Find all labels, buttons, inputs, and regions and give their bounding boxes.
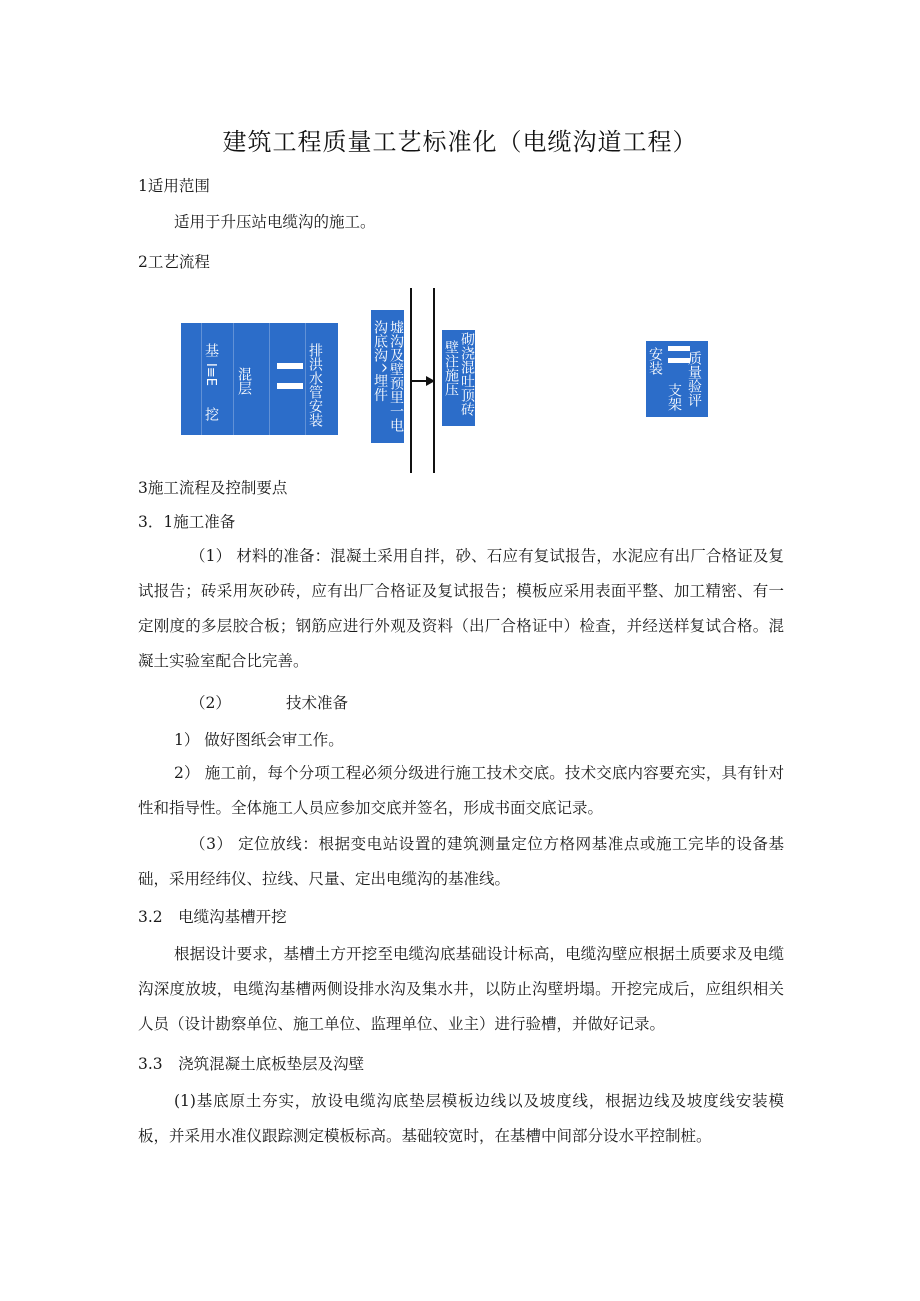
flow-box-3-col1: 壁注施压: [443, 340, 459, 396]
flow-box-1-col3: 挖: [203, 407, 219, 421]
positioning-paragraph: （3） 定位放线：根据变电站设置的建筑测量定位方格网基准点或施工完毕的设备基础，采用经纬仪、拉线、尺量、定出电缆沟的基准线。: [138, 835, 784, 888]
foundation-paragraph: (1)基底原土夯实，放设电缆沟底垫层模板边线以及坡度线，根据边线及坡度线安装模板，并采用水准仪跟踪测定模板标高。基础较宽时，在基槽中间部分设水平控制桩。: [138, 1092, 784, 1145]
excavation-paragraph: 根据设计要求，基槽土方开挖至电缆沟底基础设计标高，电缆沟壁应根据土质要求及电缆沟深度放坡，电缆沟基槽两侧设排水沟及集水井，以防止沟壁坍塌。开挖完成后，应组织相关人员（设计勘察单位、施工单位、监理单位、业主）进行验槽，并做好记录。: [138, 945, 784, 1033]
tech-prep-label: 技术准备: [286, 694, 349, 712]
flow-box-support-install: [646, 341, 708, 417]
section-1-heading: 1适用范围: [138, 177, 210, 195]
section-3-heading: 3施工流程及控制要点: [138, 479, 288, 497]
tech-prep-item-1: 1） 做好图纸会审工作。: [174, 731, 344, 749]
document-title: 建筑工程质量工艺标准化（电缆沟道工程）: [222, 128, 698, 156]
flow-box-1-bar-top: [277, 363, 303, 369]
section-3-2-heading: 3.2 电缆沟基槽开挖: [138, 908, 287, 926]
section-3-1-heading: 3．1施工准备: [138, 513, 236, 531]
flow-box-2-col1: 沟底沟^埋件: [372, 320, 388, 402]
section-3-3-heading: 3.3 浇筑混凝土底板垫层及沟壁: [138, 1055, 365, 1073]
flow-box-4-col1: 安装: [647, 347, 663, 375]
flow-box-1-col4: 混层: [236, 367, 252, 395]
flow-box-1-col2: I≡E: [203, 363, 218, 386]
tech-prep-item-2: 2） 施工前，每个分项工程必须分级进行施工技术交底。技术交底内容要充实，具有针对性和指导性。全体施工人员应参加交底并签名，形成书面交底记录。: [138, 764, 784, 817]
flow-box-1-col1: 基: [203, 343, 219, 357]
flow-box-trench-bottom: [371, 310, 404, 443]
flow-box-2-col2: 墟沟及壁预里一电: [388, 320, 404, 432]
flow-box-4-col2: 支架: [666, 383, 682, 411]
flow-box-3-col2: 砌浇混吐顶砖: [459, 332, 475, 416]
flow-box-excavation: [181, 323, 338, 435]
materials-paragraph: （1） 材料的准备：混凝土采用自拌，砂、石应有复试报告，水泥应有出厂合格证及复试报告；砖采用灰砂砖，应有出厂合格证及复试报告；模板应采用表面平整、加工精密、有一定刚度的多层胶合板；钢筋应进行外观及资料（出厂合格证中）检查，并经送样复试合格。混凝土实验室配合比完善。: [138, 547, 784, 670]
flow-box-1-col5: 排洪水管安装: [307, 343, 323, 427]
tech-prep-number: （2）: [190, 694, 231, 712]
flow-arrow-icon: [426, 376, 435, 386]
section-1-text: 适用于升压站电缆沟的施工。: [174, 213, 376, 231]
flow-box-4-col3: 质量验评: [686, 351, 702, 407]
section-2-heading: 2工艺流程: [138, 253, 210, 271]
flow-box-wall-pouring: [442, 330, 475, 426]
flow-box-1-bar-bottom: [277, 383, 303, 389]
